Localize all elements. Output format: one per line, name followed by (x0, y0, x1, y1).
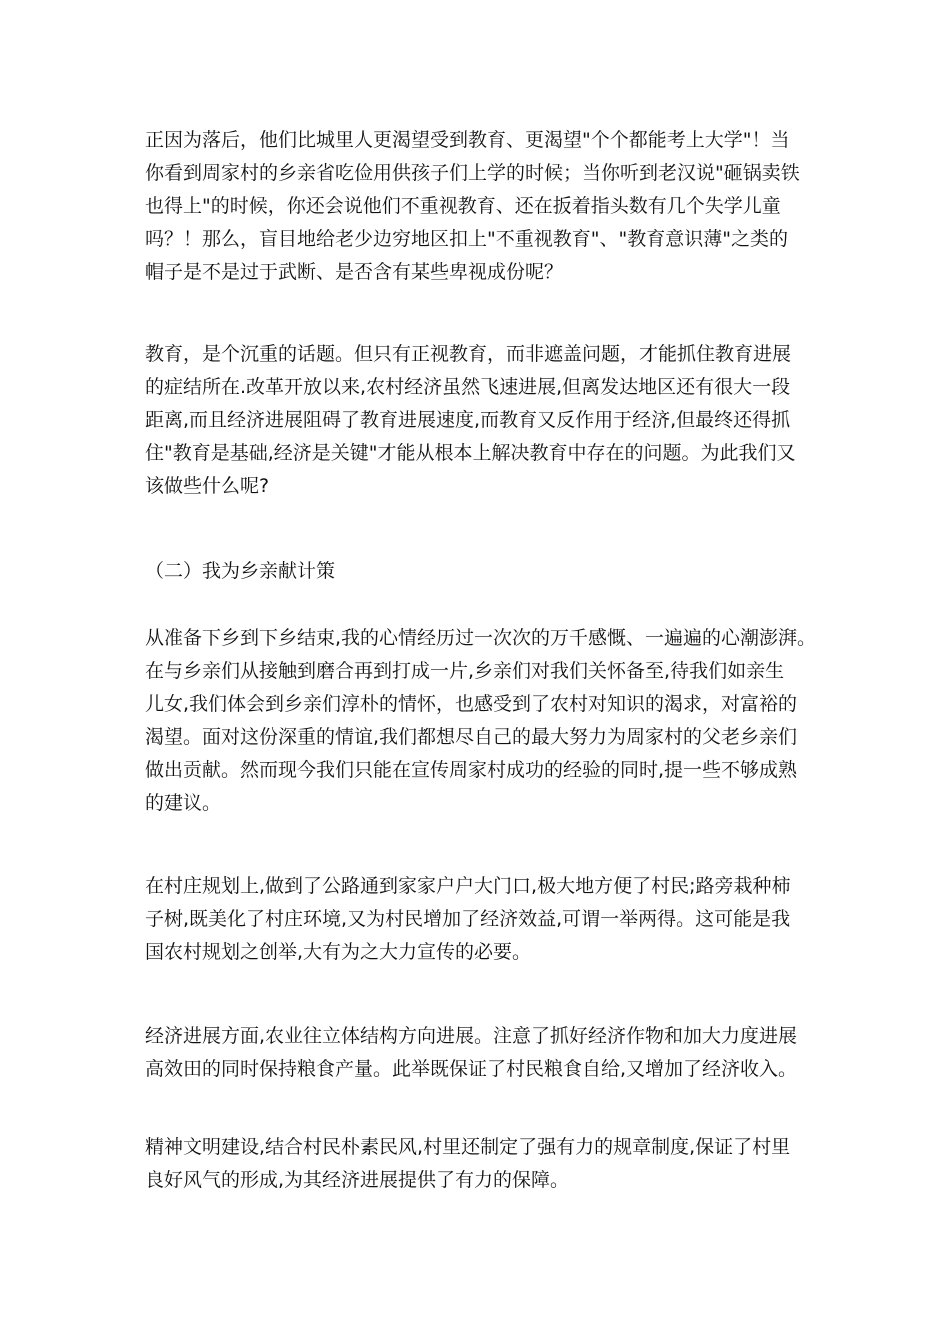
paragraph-village-planning (145, 870, 790, 969)
text-line: 距离,而且经济进展阻碍了教育进展速度,而教育又反作用于经济,但最终还得抓 (145, 409, 791, 431)
paragraph-feelings (145, 622, 816, 820)
section-heading (145, 555, 335, 588)
text-line: 的建议。 (145, 792, 222, 814)
text-line: 帽子是不是过于武断、是否含有某些卑视成份呢？ (145, 261, 564, 283)
text-line: 正因为落后，他们比城里人更渴望受到教育、更渴望"个个都能考上大学"！当 (145, 129, 790, 151)
text-line: 高效田的同时保持粮食产量。此举既保证了村民粮食自给,又增加了经济收入。 (145, 1058, 798, 1080)
text-line: 渴望。面对这份深重的情谊,我们都想尽自己的最大努力为周家村的父老乡亲们 (145, 726, 798, 748)
text-line: 的症结所在.改革开放以来,农村经济虽然飞速进展,但离发达地区还有很大一段 (145, 376, 791, 398)
text-line: 从准备下乡到下乡结束,我的心情经历过一次次的万千感慨、一遍遍的心潮澎湃。 (145, 627, 817, 649)
text-line: 在村庄规划上,做到了公路通到家家户户大门口,极大地方便了村民;路旁栽种柿 (145, 875, 791, 897)
text-line: 经济进展方面,农业往立体结构方向进展。注意了抓好经济作物和加大力度进展 (145, 1025, 798, 1047)
text-line: 做出贡献。然而现今我们只能在宣传周家村成功的经验的同时,提一些不够成熟 (145, 759, 798, 781)
text-line: 在与乡亲们从接触到磨合再到打成一片,乡亲们对我们关怀备至,待我们如亲生 (145, 660, 785, 682)
text-line: 吗？！那么，盲目地给老少边穷地区扣上"不重视教育"、"教育意识薄"之类的 (145, 228, 788, 250)
text-line: 国农村规划之创举,大有为之大力宣传的必要。 (145, 941, 532, 963)
text-line: 也得上"的时候，你还会说他们不重视教育、还在扳着指头数有几个失学儿童 (145, 195, 781, 217)
paragraph-education-eagerness (145, 124, 800, 289)
section-heading-text: （二）我为乡亲献计策 (145, 560, 336, 582)
text-line: 精神文明建设,结合村民朴素民风,村里还制定了强有力的规章制度,保证了村里 (145, 1136, 791, 1158)
text-line: 儿女,我们体会到乡亲们淳朴的情怀，也感受到了农村对知识的渴求，对富裕的 (145, 693, 798, 715)
text-line: 你看到周家村的乡亲省吃俭用供孩子们上学的时候；当你听到老汉说"砸锅卖铁 (145, 162, 800, 184)
text-line: 子树,既美化了村庄环境,又为村民增加了经济效益,可谓一举两得。这可能是我 (145, 908, 791, 930)
text-line: 住"教育是基础,经济是关键"才能从根本上解决教育中存在的问题。为此我们又 (145, 442, 796, 464)
paragraph-education-topic (145, 338, 796, 503)
text-line: 良好风气的形成,为其经济进展提供了有力的保障。 (145, 1169, 570, 1191)
paragraph-economy (145, 1020, 797, 1086)
text-line: 教育，是个沉重的话题。但只有正视教育，而非遮盖问题，才能抓住教育进展 (145, 343, 792, 365)
paragraph-civilization (145, 1131, 790, 1197)
text-line: 该做些什么呢? (145, 475, 270, 497)
